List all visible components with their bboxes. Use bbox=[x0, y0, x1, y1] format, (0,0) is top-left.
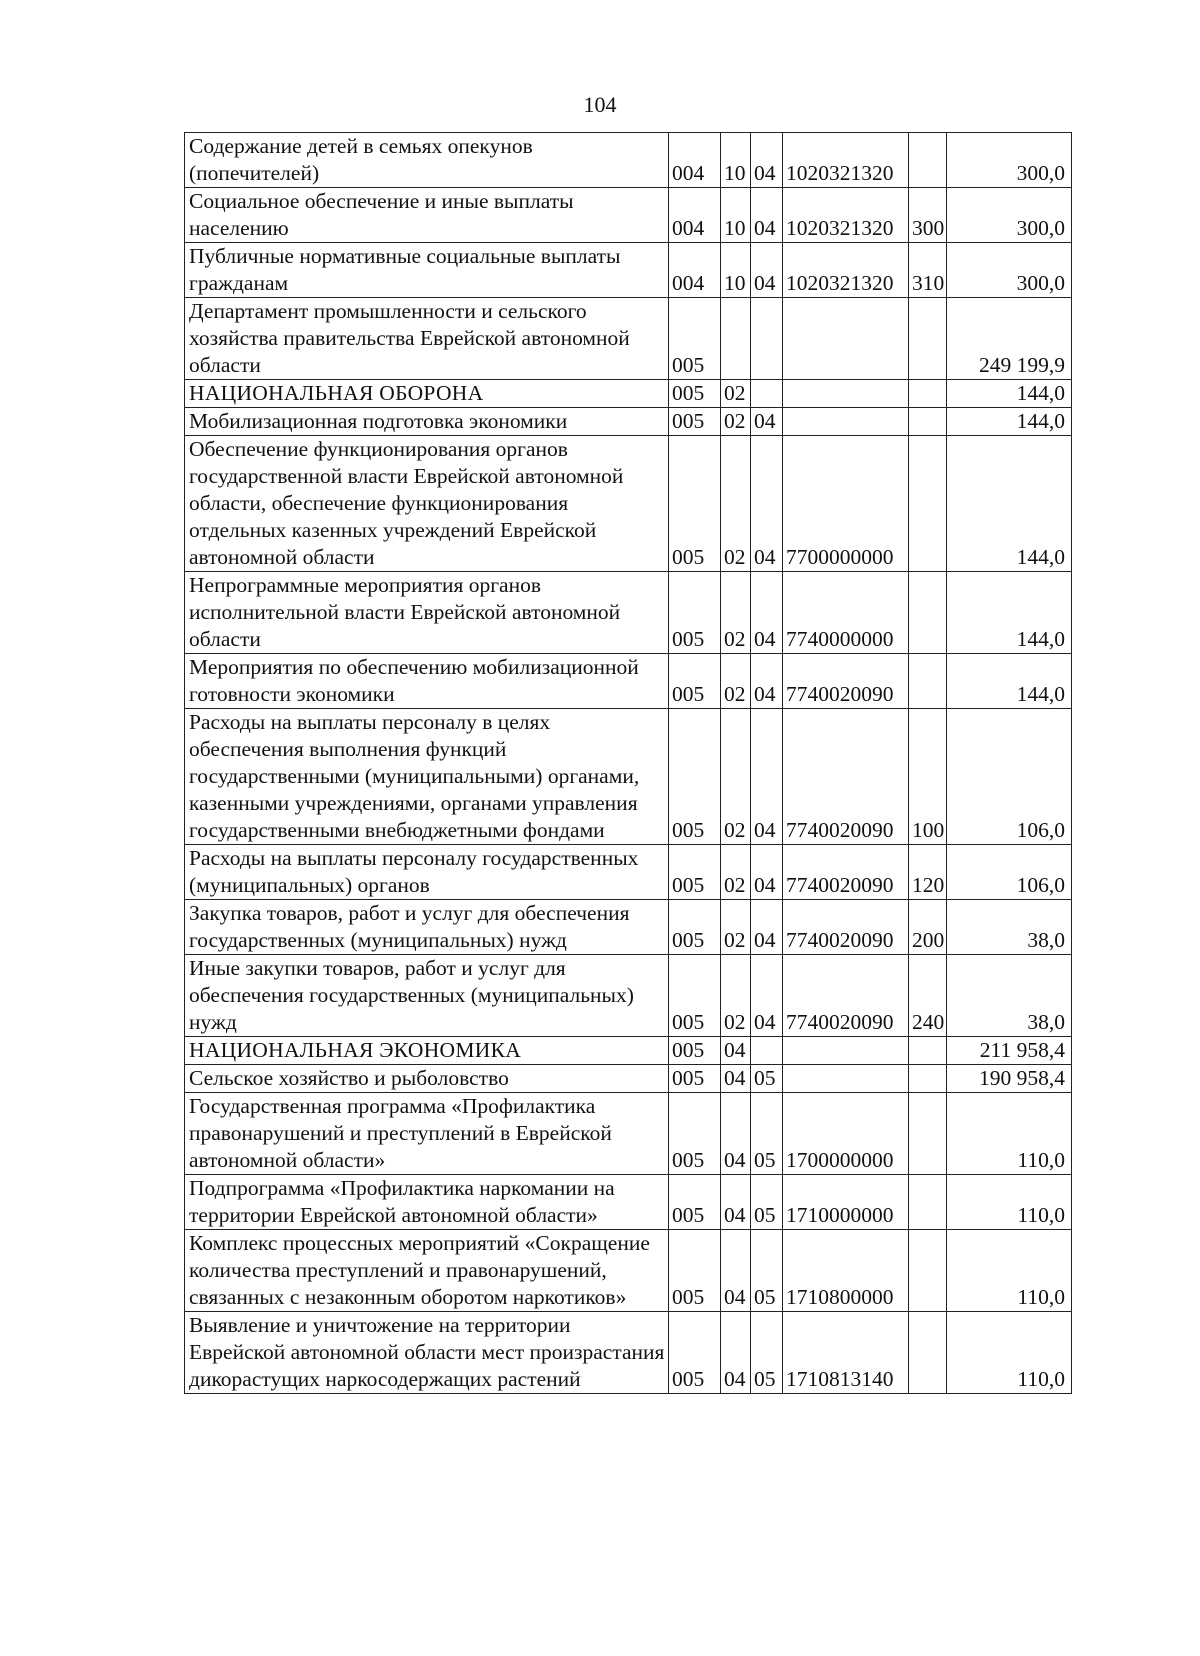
row-name-cell: Расходы на выплаты персоналу в целях обеспечения выполнения функций государственными (муниципальными) органами, казенными учреждениями, органами управления государственными внебюджетными фондами bbox=[185, 709, 669, 845]
subsection-code-cell: 04 bbox=[751, 188, 783, 243]
target-article-cell: 1020321320 bbox=[783, 243, 909, 298]
target-article-cell bbox=[783, 380, 909, 408]
table-row bbox=[185, 298, 1072, 380]
target-article-cell: 7740020090 bbox=[783, 900, 909, 955]
expense-kind-cell bbox=[909, 654, 947, 709]
row-name-cell: Комплекс процессных мероприятий «Сокращение количества преступлений и правонарушений, связанных с незаконным оборотом наркотиков» bbox=[185, 1230, 669, 1312]
ministry-code-cell: 004 bbox=[669, 133, 721, 188]
ministry-code-cell: 004 bbox=[669, 243, 721, 298]
expense-kind-cell bbox=[909, 408, 947, 436]
table-row bbox=[185, 408, 1072, 436]
subsection-code-cell: 05 bbox=[751, 1093, 783, 1175]
amount-cell: 110,0 bbox=[947, 1230, 1072, 1312]
subsection-code-cell: 04 bbox=[751, 654, 783, 709]
row-name-cell: Мобилизационная подготовка экономики bbox=[185, 408, 669, 436]
subsection-code-cell: 05 bbox=[751, 1065, 783, 1093]
row-name-cell: Государственная программа «Профилактика правонарушений и преступлений в Еврейской автономной области» bbox=[185, 1093, 669, 1175]
amount-cell: 110,0 bbox=[947, 1093, 1072, 1175]
target-article-cell: 1710000000 bbox=[783, 1175, 909, 1230]
subsection-code-cell: 05 bbox=[751, 1175, 783, 1230]
ministry-code-cell: 005 bbox=[669, 709, 721, 845]
target-article-cell: 7740020090 bbox=[783, 845, 909, 900]
amount-cell: 106,0 bbox=[947, 845, 1072, 900]
expense-kind-cell: 300 bbox=[909, 188, 947, 243]
target-article-cell: 7740020090 bbox=[783, 654, 909, 709]
row-name-cell: Непрограммные мероприятия органов исполнительной власти Еврейской автономной области bbox=[185, 572, 669, 654]
table-row bbox=[185, 1230, 1072, 1312]
ministry-code-cell: 005 bbox=[669, 436, 721, 572]
budget-table bbox=[184, 132, 1072, 1394]
table-row bbox=[185, 133, 1072, 188]
subsection-code-cell bbox=[751, 380, 783, 408]
section-code-cell: 04 bbox=[721, 1312, 751, 1394]
row-name-cell: Публичные нормативные социальные выплаты гражданам bbox=[185, 243, 669, 298]
amount-cell: 300,0 bbox=[947, 133, 1072, 188]
section-code-cell: 02 bbox=[721, 709, 751, 845]
subsection-code-cell: 04 bbox=[751, 133, 783, 188]
section-code-cell: 02 bbox=[721, 572, 751, 654]
budget-table-body bbox=[185, 133, 1072, 1394]
amount-cell: 110,0 bbox=[947, 1312, 1072, 1394]
row-name-cell: Подпрограмма «Профилактика наркомании на территории Еврейской автономной области» bbox=[185, 1175, 669, 1230]
expense-kind-cell bbox=[909, 1312, 947, 1394]
table-row bbox=[185, 1093, 1072, 1175]
target-article-cell bbox=[783, 408, 909, 436]
amount-cell: 249 199,9 bbox=[947, 298, 1072, 380]
target-article-cell bbox=[783, 1065, 909, 1093]
table-row bbox=[185, 845, 1072, 900]
table-row bbox=[185, 1312, 1072, 1394]
row-name-cell: Сельское хозяйство и рыболовство bbox=[185, 1065, 669, 1093]
expense-kind-cell bbox=[909, 1037, 947, 1065]
expense-kind-cell bbox=[909, 572, 947, 654]
table-row bbox=[185, 243, 1072, 298]
section-code-cell: 02 bbox=[721, 654, 751, 709]
expense-kind-cell bbox=[909, 298, 947, 380]
ministry-code-cell: 005 bbox=[669, 408, 721, 436]
ministry-code-cell: 005 bbox=[669, 1312, 721, 1394]
subsection-code-cell: 04 bbox=[751, 408, 783, 436]
section-code-cell: 02 bbox=[721, 845, 751, 900]
table-row bbox=[185, 900, 1072, 955]
amount-cell: 144,0 bbox=[947, 436, 1072, 572]
target-article-cell: 1700000000 bbox=[783, 1093, 909, 1175]
target-article-cell: 7740020090 bbox=[783, 709, 909, 845]
row-name-cell: Мероприятия по обеспечению мобилизационной готовности экономики bbox=[185, 654, 669, 709]
target-article-cell bbox=[783, 298, 909, 380]
amount-cell: 211 958,4 bbox=[947, 1037, 1072, 1065]
target-article-cell: 7740020090 bbox=[783, 955, 909, 1037]
section-code-cell: 02 bbox=[721, 955, 751, 1037]
expense-kind-cell: 120 bbox=[909, 845, 947, 900]
section-code-cell: 04 bbox=[721, 1037, 751, 1065]
ministry-code-cell: 005 bbox=[669, 298, 721, 380]
expense-kind-cell bbox=[909, 133, 947, 188]
subsection-code-cell: 04 bbox=[751, 572, 783, 654]
section-code-cell: 02 bbox=[721, 380, 751, 408]
table-row bbox=[185, 380, 1072, 408]
amount-cell: 144,0 bbox=[947, 408, 1072, 436]
table-row bbox=[185, 709, 1072, 845]
subsection-code-cell: 04 bbox=[751, 436, 783, 572]
ministry-code-cell: 005 bbox=[669, 1093, 721, 1175]
row-name-cell: Иные закупки товаров, работ и услуг для обеспечения государственных (муниципальных) нужд bbox=[185, 955, 669, 1037]
expense-kind-cell bbox=[909, 1175, 947, 1230]
expense-kind-cell bbox=[909, 1230, 947, 1312]
section-code-cell bbox=[721, 298, 751, 380]
row-name-cell: НАЦИОНАЛЬНАЯ ОБОРОНА bbox=[185, 380, 669, 408]
table-row bbox=[185, 1175, 1072, 1230]
section-code-cell: 10 bbox=[721, 188, 751, 243]
section-code-cell: 10 bbox=[721, 133, 751, 188]
subsection-code-cell bbox=[751, 298, 783, 380]
ministry-code-cell: 004 bbox=[669, 188, 721, 243]
ministry-code-cell: 005 bbox=[669, 572, 721, 654]
expense-kind-cell: 240 bbox=[909, 955, 947, 1037]
table-row bbox=[185, 572, 1072, 654]
section-code-cell: 02 bbox=[721, 900, 751, 955]
target-article-cell: 1710813140 bbox=[783, 1312, 909, 1394]
expense-kind-cell: 310 bbox=[909, 243, 947, 298]
table-row bbox=[185, 1037, 1072, 1065]
amount-cell: 38,0 bbox=[947, 900, 1072, 955]
target-article-cell: 7700000000 bbox=[783, 436, 909, 572]
expense-kind-cell bbox=[909, 1093, 947, 1175]
target-article-cell: 1710800000 bbox=[783, 1230, 909, 1312]
expense-kind-cell: 100 bbox=[909, 709, 947, 845]
row-name-cell: Содержание детей в семьях опекунов (попечителей) bbox=[185, 133, 669, 188]
expense-kind-cell bbox=[909, 1065, 947, 1093]
row-name-cell: Обеспечение функционирования органов государственной власти Еврейской автономной области, обеспечение функционирования отдельных казенных учреждений Еврейской автономной области bbox=[185, 436, 669, 572]
ministry-code-cell: 005 bbox=[669, 900, 721, 955]
amount-cell: 110,0 bbox=[947, 1175, 1072, 1230]
section-code-cell: 04 bbox=[721, 1175, 751, 1230]
row-name-cell: НАЦИОНАЛЬНАЯ ЭКОНОМИКА bbox=[185, 1037, 669, 1065]
expense-kind-cell bbox=[909, 436, 947, 572]
section-code-cell: 02 bbox=[721, 408, 751, 436]
subsection-code-cell: 04 bbox=[751, 243, 783, 298]
ministry-code-cell: 005 bbox=[669, 1065, 721, 1093]
amount-cell: 38,0 bbox=[947, 955, 1072, 1037]
amount-cell: 106,0 bbox=[947, 709, 1072, 845]
amount-cell: 144,0 bbox=[947, 380, 1072, 408]
expense-kind-cell: 200 bbox=[909, 900, 947, 955]
ministry-code-cell: 005 bbox=[669, 654, 721, 709]
row-name-cell: Социальное обеспечение и иные выплаты населению bbox=[185, 188, 669, 243]
ministry-code-cell: 005 bbox=[669, 380, 721, 408]
ministry-code-cell: 005 bbox=[669, 845, 721, 900]
ministry-code-cell: 005 bbox=[669, 1230, 721, 1312]
row-name-cell: Выявление и уничтожение на территории Еврейской автономной области мест произрастания дикорастущих наркосодержащих растений bbox=[185, 1312, 669, 1394]
amount-cell: 190 958,4 bbox=[947, 1065, 1072, 1093]
table-row bbox=[185, 1065, 1072, 1093]
section-code-cell: 10 bbox=[721, 243, 751, 298]
expense-kind-cell bbox=[909, 380, 947, 408]
section-code-cell: 02 bbox=[721, 436, 751, 572]
amount-cell: 300,0 bbox=[947, 188, 1072, 243]
table-row bbox=[185, 955, 1072, 1037]
section-code-cell: 04 bbox=[721, 1065, 751, 1093]
amount-cell: 144,0 bbox=[947, 654, 1072, 709]
target-article-cell: 7740000000 bbox=[783, 572, 909, 654]
subsection-code-cell: 04 bbox=[751, 709, 783, 845]
table-row bbox=[185, 188, 1072, 243]
target-article-cell bbox=[783, 1037, 909, 1065]
table-row bbox=[185, 654, 1072, 709]
row-name-cell: Расходы на выплаты персоналу государственных (муниципальных) органов bbox=[185, 845, 669, 900]
page-number: 104 bbox=[583, 92, 617, 117]
table-row bbox=[185, 436, 1072, 572]
subsection-code-cell: 04 bbox=[751, 900, 783, 955]
ministry-code-cell: 005 bbox=[669, 955, 721, 1037]
amount-cell: 300,0 bbox=[947, 243, 1072, 298]
section-code-cell: 04 bbox=[721, 1093, 751, 1175]
target-article-cell: 1020321320 bbox=[783, 188, 909, 243]
ministry-code-cell: 005 bbox=[669, 1175, 721, 1230]
amount-cell: 144,0 bbox=[947, 572, 1072, 654]
section-code-cell: 04 bbox=[721, 1230, 751, 1312]
subsection-code-cell: 04 bbox=[751, 955, 783, 1037]
subsection-code-cell: 05 bbox=[751, 1312, 783, 1394]
subsection-code-cell: 04 bbox=[751, 845, 783, 900]
subsection-code-cell: 05 bbox=[751, 1230, 783, 1312]
target-article-cell: 1020321320 bbox=[783, 133, 909, 188]
row-name-cell: Закупка товаров, работ и услуг для обеспечения государственных (муниципальных) нужд bbox=[185, 900, 669, 955]
ministry-code-cell: 005 bbox=[669, 1037, 721, 1065]
row-name-cell: Департамент промышленности и сельского хозяйства правительства Еврейской автономной области bbox=[185, 298, 669, 380]
subsection-code-cell bbox=[751, 1037, 783, 1065]
